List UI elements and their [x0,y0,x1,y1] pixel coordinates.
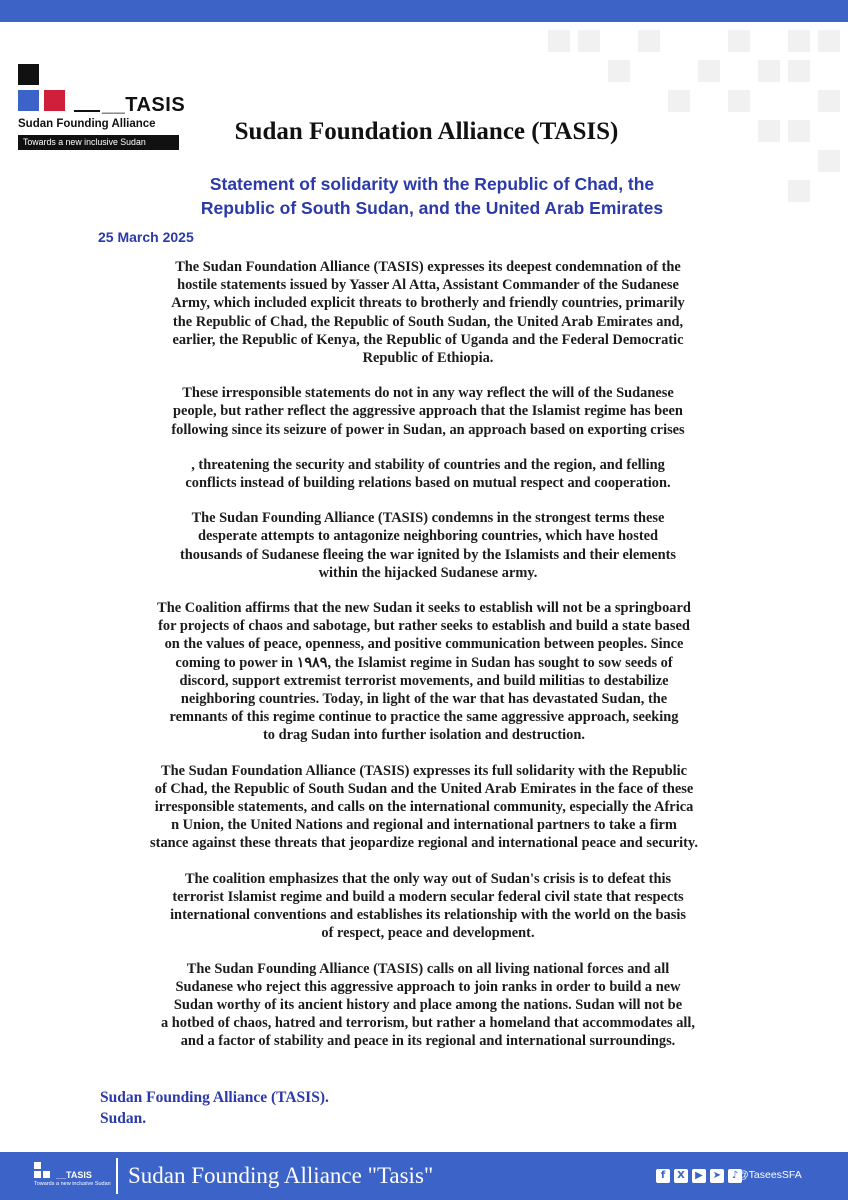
statement-title [0,172,848,220]
paragraph-threatening-security [0,456,848,492]
footer-logo-square [34,1162,41,1169]
text-line: on the values of peace, openness, and positive communication between peoples. Since [164,636,684,653]
footer-logo-square [43,1171,50,1178]
text-line: people, but rather reflect the aggressive approach that the Islamist regime has been [173,403,683,420]
youtube-icon[interactable]: ▶ [692,1169,706,1183]
facebook-icon[interactable]: f [656,1169,670,1183]
text-line: The Sudan Founding Alliance (TASIS) calls on all living national forces and all [186,960,670,977]
social-handle[interactable]: @TaseesSFA [738,1169,802,1181]
text-line: thousands of Sudanese fleeing the war ignited by the Islamists and their elements [180,546,676,563]
paragraph-condemns-attempts [0,509,848,582]
statement-body [0,258,848,1051]
text-line: and a factor of stability and peace in its regional and international surroundings. [180,1033,676,1050]
footer-bar [0,1152,848,1200]
text-line: remnants of this regime continue to practice the same aggressive approach, seeking [169,709,679,726]
text-line: The coalition emphasizes that the only way out of Sudan's crisis is to defeat this [184,870,672,887]
statement-title-line: Statement of solidarity with the Republic of Chad, the [209,174,655,194]
text-line: neighboring countries. Today, in light of the war that has devastated Sudan, the [180,691,668,708]
statement-date: 25 March 2025 [98,229,194,245]
text-line: within the hijacked Sudanese army. [318,564,538,581]
organization-title: Sudan Foundation Alliance (TASIS) [234,118,619,145]
text-line: These irresponsible statements do not in any way reflect the will of the Sudanese [182,385,674,402]
footer-organization-name: Sudan Founding Alliance "Tasis" [128,1163,434,1188]
x-icon[interactable]: X [674,1169,688,1183]
text-line: of respect, peace and development. [321,925,535,942]
footer-logo-wordmark: __TASIS [56,1170,92,1180]
footer-logo-square [34,1171,41,1178]
text-line: Sudanese who reject this aggressive approach to join ranks in order to build a new [175,978,681,995]
text-line: Republic of Ethiopia. [362,350,494,367]
text-line: for projects of chaos and sabotage, but rather seeks to establish and build a state based [158,618,690,635]
footer-divider [116,1158,118,1194]
text-line: international conventions and establishes its relationship with the world on the basis [170,907,686,924]
paragraph-solidarity [0,762,848,853]
statement-title-line: Republic of South Sudan, and the United Arab Emirates [200,198,664,218]
social-icons [656,1168,746,1184]
text-line: hostile statements issued by Yasser Al Atta, Assistant Commander of the Sudanese [177,277,679,294]
signature-line: Sudan. [100,1110,147,1127]
text-line: desperate attempts to antagonize neighboring countries, which have hosted [197,528,659,545]
paragraph-irresponsible-statements [0,384,848,439]
logo-name: Sudan Founding Alliance [18,118,156,130]
tiktok-icon[interactable]: ♪ [728,1169,742,1183]
paragraph-way-out [0,870,848,943]
text-line: irresponsible statements, and calls on the international community, especially the Africa [154,799,694,816]
text-line: terrorist Islamist regime and build a modern secular federal civil state that respects [172,888,684,905]
text-line: Army, which included explicit threats to brotherly and friendly countries, primarily [171,295,685,312]
logo-red-square [44,90,65,111]
text-line: The Sudan Foundation Alliance (TASIS) expresses its deepest condemnation of the [175,259,681,275]
text-line: , threatening the security and stability of countries and the region, and felling [191,456,665,473]
text-line: stance against these threats that jeopardize regional and international peace and security. [150,835,698,852]
text-line: conflicts instead of building relations based on mutual respect and cooperation. [185,475,671,492]
telegram-icon[interactable]: ➤ [710,1169,724,1183]
text-line: the Republic of Chad, the Republic of South Sudan, the United Arab Emirates and, [172,313,684,330]
text-line: n Union, the United Nations and regional and international partners to take a firm [171,817,677,834]
logo-underline [74,110,100,112]
text-line: The Coalition affirms that the new Sudan it seeks to establish will not be a springboard [157,600,691,617]
text-line: a hotbed of chaos, hatred and terrorism, but rather a homeland that accommodates all, [160,1015,696,1032]
text-line: to drag Sudan into further isolation and destruction. [263,727,585,744]
paragraph-new-sudan [0,599,848,745]
logo-tagline: Towards a new inclusive Sudan [18,135,179,150]
logo-wordmark: __TASIS [102,94,186,116]
signature-line: Sudan Founding Alliance (TASIS). [100,1089,329,1106]
logo-black-square [18,64,39,85]
text-line: coming to power in ١٩٨٩, the Islamist regime in Sudan has sought to sow seeds of [175,654,673,671]
text-line: discord, support extremist terrorist movements, and build militias to destabilize [179,672,669,689]
text-line: The Sudan Foundation Alliance (TASIS) expresses its full solidarity with the Republic [160,762,687,779]
signature-block [100,1087,329,1129]
paragraph-condemnation [0,258,848,367]
text-line: of Chad, the Republic of South Sudan and the United Arab Emirates in the face of these [154,780,694,797]
footer-logo-tagline: Towards a new inclusive Sudan [34,1181,111,1187]
text-line: Sudan worthy of its ancient history and place among the nations. Sudan will not be [173,996,683,1013]
top-color-band [0,0,848,22]
paragraph-call-to-action [0,960,848,1051]
footer-logo [34,1162,111,1192]
text-line: following since its seizure of power in Sudan, an approach based on exporting crises [171,421,685,438]
text-line: The Sudan Founding Alliance (TASIS) condemns in the strongest terms these [191,510,665,527]
logo-blue-square [18,90,39,111]
text-line: earlier, the Republic of Kenya, the Republic of Uganda and the Federal Democratic [172,331,684,348]
